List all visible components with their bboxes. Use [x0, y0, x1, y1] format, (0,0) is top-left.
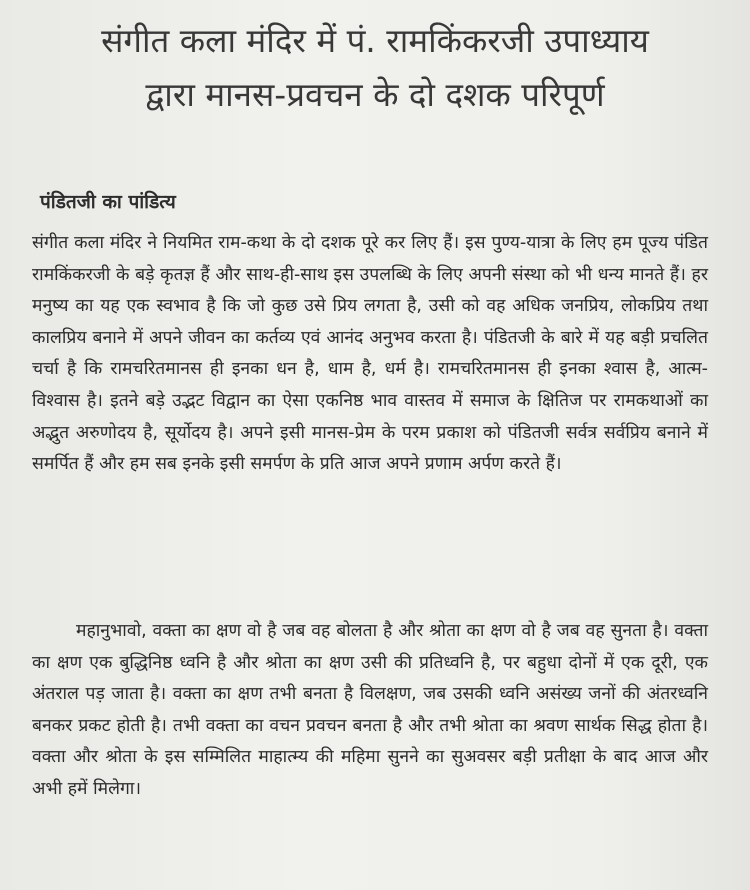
- article-title: [20, 14, 730, 122]
- paragraph-2: महानुभावो, वक्ता का क्षण वो है जब वह बोलता है और श्रोता का क्षण वो है जब वह सुनता है। वक्ता का क्षण एक बुद्धिनिष्ठ ध्वनि है और श्रोता का क्षण उसी की प्रतिध्वनि है, पर बहुधा दोनों में एक दूरी, एक अंतराल पड़ जाता है। वक्ता का क्षण तभी बनता है विलक्षण, जब उसकी ध्वनि असंख्य जनों की अंतरध्वनि बनकर प्रकट होती है। तभी वक्ता का वचन प्रवचन बनता है और तभी श्रोता का श्रवण सार्थक सिद्ध होता है। वक्ता और श्रोता के इस सम्मिलित माहात्म्य की महिमा सुनने का सुअवसर बड़ी प्रतीक्षा के बाद आज और अभी हमें मिलेगा।: [32, 621, 708, 799]
- title-line-1: संगीत कला मंदिर में पं. रामकिंकरजी उपाध्याय: [101, 21, 649, 60]
- section-heading: पंडितजी का पांडित्य: [40, 191, 176, 213]
- title-line-2: द्वारा मानस-प्रवचन के दो दशक परिपूर्ण: [145, 75, 605, 114]
- paragraph-1: संगीत कला मंदिर ने नियमित राम-कथा के दो दशक पूरे कर लिए हैं। इस पुण्य-यात्रा के लिए हम पूज्य पंडित रामकिंकरजी के बड़े कृतज्ञ हैं और साथ-ही-साथ इस उपलब्धि के लिए अपनी संस्था को भी धन्य मानते हैं। हर मनुष्य का यह एक स्वभाव है कि जो कुछ उसे प्रिय लगता है, उसी को वह अधिक जनप्रिय, लोकप्रिय तथा कालप्रिय बनाने में अपने जीवन का कर्तव्य एवं आनंद अनुभव करता है। पंडितजी के बारे में यह बड़ी प्रचलित चर्चा है कि रामचरितमानस ही इनका धन है, धाम है, धर्म है। रामचरितमानस ही इनका श्वास है, आत्म-विश्वास है। इतने बड़े उद्भट विद्वान का ऐसा एकनिष्ठ भाव वास्तव में समाज के क्षितिज पर रामकथाओं का अद्भुत अरुणोदय है, सूर्योदय है। अपने इसी मानस-प्रेम के परम प्रकाश को पंडितजी सर्वत्र सर्वप्रिय बनाने में समर्पित हैं और हम सब इनके इसी समर्पण के प्रति आज अपने प्रणाम अर्पण करते हैं।: [32, 233, 708, 475]
